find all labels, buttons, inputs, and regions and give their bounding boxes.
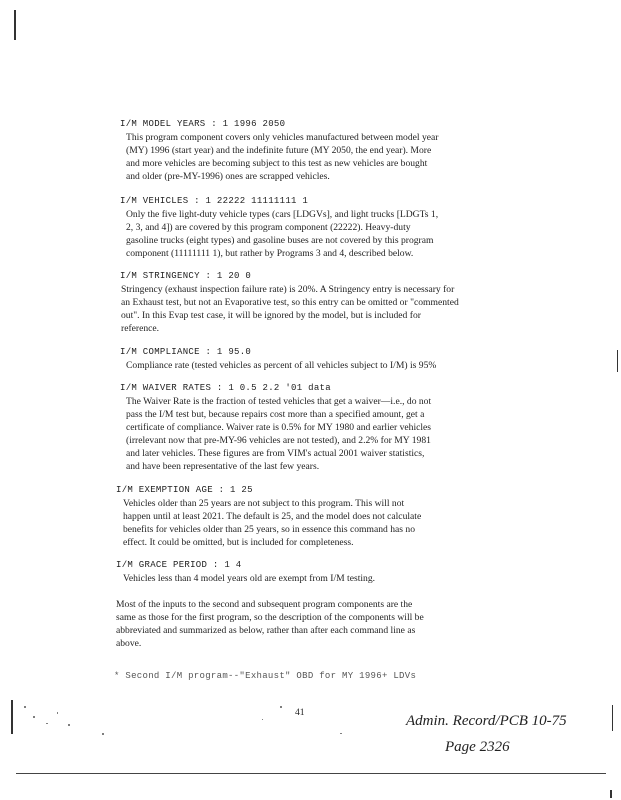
section-text: Vehicles less than 4 model years old are exempt from I/M testing. xyxy=(123,573,376,584)
section-text: The Waiver Rate is the fraction of tested vehicles that get a waiver—i.e., do not xyxy=(126,396,432,407)
section-text: Compliance rate (tested vehicles as percent of all vehicles subject to I/M) is 95% xyxy=(126,360,437,371)
section-text: certificate of compliance. Waiver rate is 0.5% for MY 1980 and earlier vehicles xyxy=(126,422,432,433)
section-text: This program component covers only vehicles manufactured between model year xyxy=(126,132,439,143)
section-text: Stringency (exhaust inspection failure rate) is 20%. A Stringency entry is necessary for xyxy=(121,284,455,295)
scan-speck xyxy=(262,719,263,720)
section-text: out". In this Evap test case, it will be ignored by the model, but is included for xyxy=(121,310,421,321)
section-text: benefits for vehicles older than 25 years, so in essence this command has no xyxy=(123,524,415,535)
section-text: gasoline trucks (eight types) and gasoline buses are not covered by this program xyxy=(126,235,434,246)
closing-paragraph-line: abbreviated and summarized as below, rather than after each command line as xyxy=(116,625,416,636)
section-text: 2, 3, and 4]) are covered by this program component (22222). Heavy-duty xyxy=(126,222,411,233)
section-header-stringency: I/M STRINGENCY : 1 20 0 xyxy=(120,271,252,281)
scan-mark xyxy=(11,700,13,734)
scan-speck xyxy=(33,716,35,718)
closing-paragraph-line: Most of the inputs to the second and subsequent program components are the xyxy=(116,599,413,610)
closing-paragraph-line: same as those for the first program, so the description of the components will be xyxy=(116,612,424,623)
section-header-model-years: I/M MODEL YEARS : 1 1996 2050 xyxy=(120,119,286,129)
section-header-exemption-age: I/M EXEMPTION AGE : 1 25 xyxy=(116,485,253,495)
scan-speck xyxy=(280,706,282,708)
section-text: and later vehicles. These figures are from VIM's actual 2001 waiver statistics, xyxy=(126,448,425,459)
scan-mark xyxy=(617,350,618,372)
section-text: Only the five light-duty vehicle types (cars [LDGVs], and light trucks [LDGTs 1, xyxy=(126,209,439,220)
admin-record-stamp: Admin. Record/PCB 10-75 xyxy=(406,713,567,729)
section-text: (MY) 1996 (start year) and the indefinite future (MY 2050, the end year). More xyxy=(126,145,432,156)
section-text: and older (pre-MY-1996) ones are scrapped vehicles. xyxy=(126,171,330,182)
scan-mark xyxy=(612,705,613,731)
section-header-grace-period: I/M GRACE PERIOD : 1 4 xyxy=(116,560,242,570)
section-text: (irrelevant now that pre-MY-96 vehicles are not tested), and 2.2% for MY 1981 xyxy=(126,435,431,446)
scan-speck xyxy=(102,733,104,735)
page-number: 41 xyxy=(295,707,305,718)
scan-speck xyxy=(24,706,26,708)
section-header-waiver-rates: I/M WAIVER RATES : 1 0.5 2.2 '01 data xyxy=(120,383,331,393)
section-text: happen until at least 2021. The default is 25, and the model does not calculate xyxy=(123,511,422,522)
bottom-scan-line xyxy=(16,773,606,774)
section-text: an Exhaust test, but not an Evaporative test, so this entry can be omitted or "commented xyxy=(121,297,459,308)
scan-mark xyxy=(14,10,16,40)
section-text: and more vehicles are becoming subject to this test as new vehicles are bought xyxy=(126,158,428,169)
scan-speck xyxy=(46,723,48,724)
section-header-compliance: I/M COMPLIANCE : 1 95.0 xyxy=(120,347,252,357)
section-header-vehicles: I/M VEHICLES : 1 22222 11111111 1 xyxy=(120,196,309,206)
scan-mark xyxy=(610,790,612,798)
scan-speck xyxy=(68,724,70,726)
section-text: pass the I/M test but, because repairs cost more than a specified amount, get a xyxy=(126,409,425,420)
section-text: reference. xyxy=(121,323,160,334)
closing-paragraph-line: above. xyxy=(116,638,142,649)
section-text: component (11111111 1), but rather by Programs 3 and 4, described below. xyxy=(126,248,414,259)
section-text: Vehicles older than 25 years are not subject to this program. This will not xyxy=(123,498,405,509)
second-program-line: * Second I/M program--"Exhaust" OBD for MY 1996+ LDVs xyxy=(114,671,417,681)
section-text: and have been representative of the last few years. xyxy=(126,461,320,472)
scan-speck xyxy=(340,733,342,734)
page-stamp: Page 2326 xyxy=(445,739,510,755)
section-text: effect. It could be omitted, but is included for completeness. xyxy=(123,537,354,548)
scan-speck xyxy=(57,712,58,714)
